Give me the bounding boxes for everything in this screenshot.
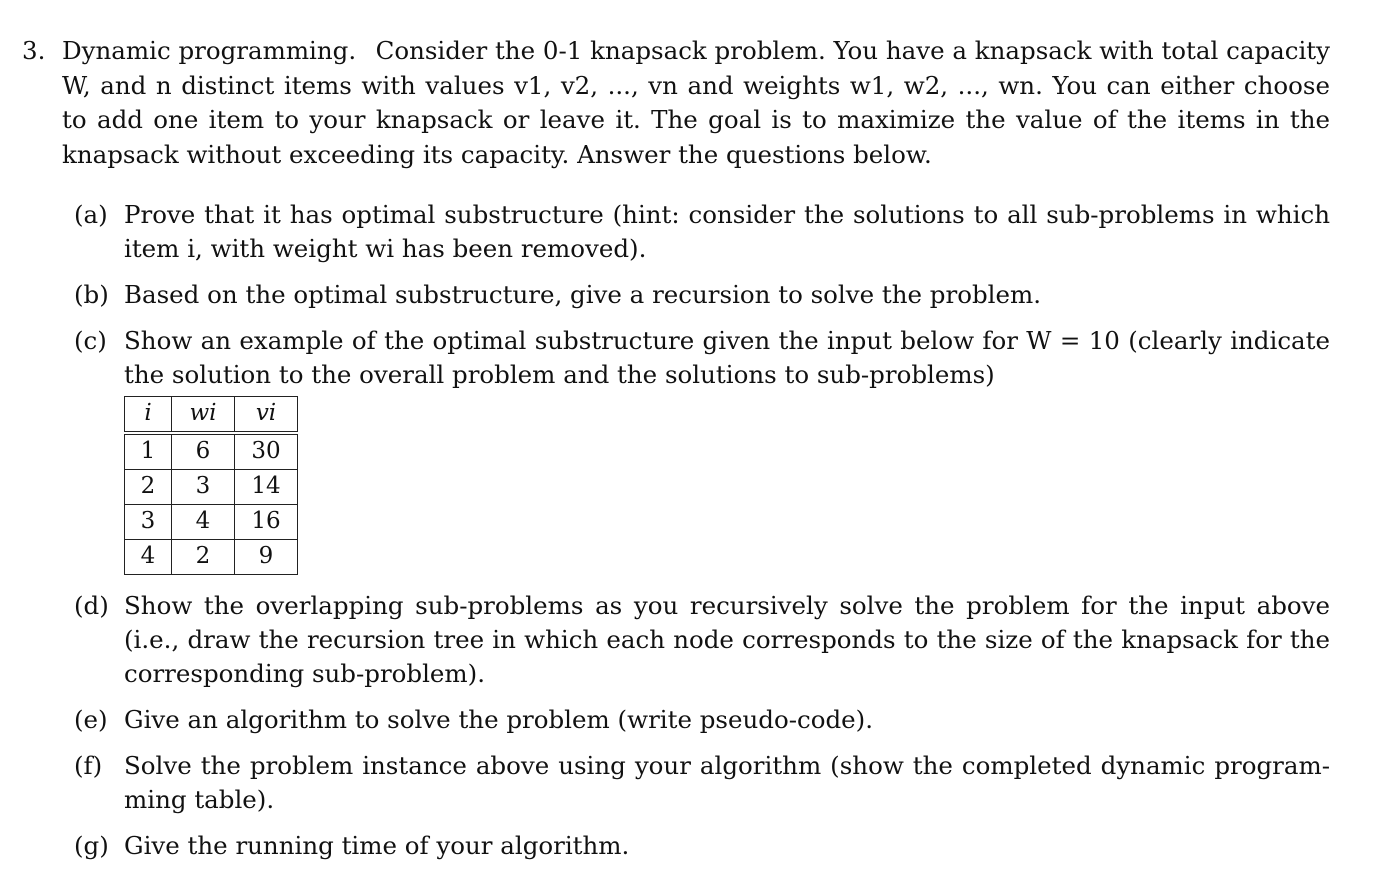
part-text-line: ming table). — [124, 785, 275, 814]
cell-w: 6 — [172, 433, 235, 470]
question-parts — [74, 198, 1330, 863]
problem-statement — [22, 34, 1330, 172]
cell-i: 2 — [125, 470, 172, 505]
problem-intro-2: W, and n distinct items with values v1, v2, ..., vn and weights w1, w2, ..., wn. You can either choose — [62, 70, 1330, 100]
part-label: (a) — [74, 200, 108, 229]
header-v: vi — [235, 397, 298, 434]
problem-line-3 — [62, 103, 1330, 138]
table-row — [125, 540, 298, 575]
problem-title: Dynamic programming. — [62, 36, 357, 65]
part-text-line: Based on the optimal substructure, give a recursion to solve the problem. — [124, 280, 1041, 309]
part-text-line: item i, with weight wi has been removed). — [124, 234, 647, 263]
cell-w: 4 — [172, 505, 235, 540]
part-label: (c) — [74, 326, 107, 355]
table-row — [125, 433, 298, 470]
part-text-line: (i.e., draw the recursion tree in which each node corresponds to the size of the knapsack for the — [124, 625, 1330, 654]
part-label: (f) — [74, 751, 103, 780]
problem-line-2 — [62, 69, 1330, 104]
part-e — [74, 703, 1330, 737]
problem-intro-1: Consider the 0-1 knapsack problem. You have a knapsack with total capacity — [375, 36, 1330, 65]
table-row — [125, 470, 298, 505]
cell-i: 3 — [125, 505, 172, 540]
part-text-line: Show an example of the optimal substructure given the input below for W = 10 (clearly indicate — [124, 326, 1330, 355]
problem-intro-4: knapsack without exceeding its capacity. Answer the questions below. — [62, 139, 932, 169]
part-b — [74, 278, 1330, 312]
part-text-line: Give the running time of your algorithm. — [124, 831, 630, 860]
knapsack-table — [124, 396, 298, 575]
table-header-row — [125, 397, 298, 434]
part-d — [74, 589, 1330, 691]
part-label: (g) — [74, 831, 109, 860]
part-label: (e) — [74, 705, 108, 734]
cell-v: 30 — [235, 433, 298, 470]
problem-line-1 — [62, 34, 1330, 69]
cell-w: 3 — [172, 470, 235, 505]
problem-line-4 — [62, 138, 1330, 173]
cell-i: 4 — [125, 540, 172, 575]
cell-v: 9 — [235, 540, 298, 575]
part-a — [74, 198, 1330, 266]
cell-v: 14 — [235, 470, 298, 505]
part-g — [74, 829, 1330, 863]
problem-number: 3. — [22, 36, 46, 65]
part-text-line: Solve the problem instance above using your algorithm (show the completed dynamic program- — [124, 751, 1330, 780]
part-c — [74, 324, 1330, 575]
cell-w: 2 — [172, 540, 235, 575]
problem-body — [62, 34, 1330, 172]
header-w: wi — [172, 397, 235, 434]
header-i: i — [125, 397, 172, 434]
part-text-line: the solution to the overall problem and the solutions to sub-problems) — [124, 360, 995, 389]
table-row — [125, 505, 298, 540]
part-text-line: corresponding sub-problem). — [124, 659, 486, 688]
problem-intro-3: to add one item to your knapsack or leave it. The goal is to maximize the value of the items in the — [62, 105, 1330, 134]
part-text-line: Show the overlapping sub-problems as you recursively solve the problem for the input above — [124, 591, 1330, 620]
cell-v: 16 — [235, 505, 298, 540]
part-text-line: Give an algorithm to solve the problem (write pseudo-code). — [124, 705, 873, 734]
part-text-line: Prove that it has optimal substructure (hint: consider the solutions to all sub-problems in which — [124, 200, 1330, 229]
cell-i: 1 — [125, 433, 172, 470]
part-label: (b) — [74, 280, 109, 309]
part-f — [74, 749, 1330, 817]
part-label: (d) — [74, 591, 109, 620]
